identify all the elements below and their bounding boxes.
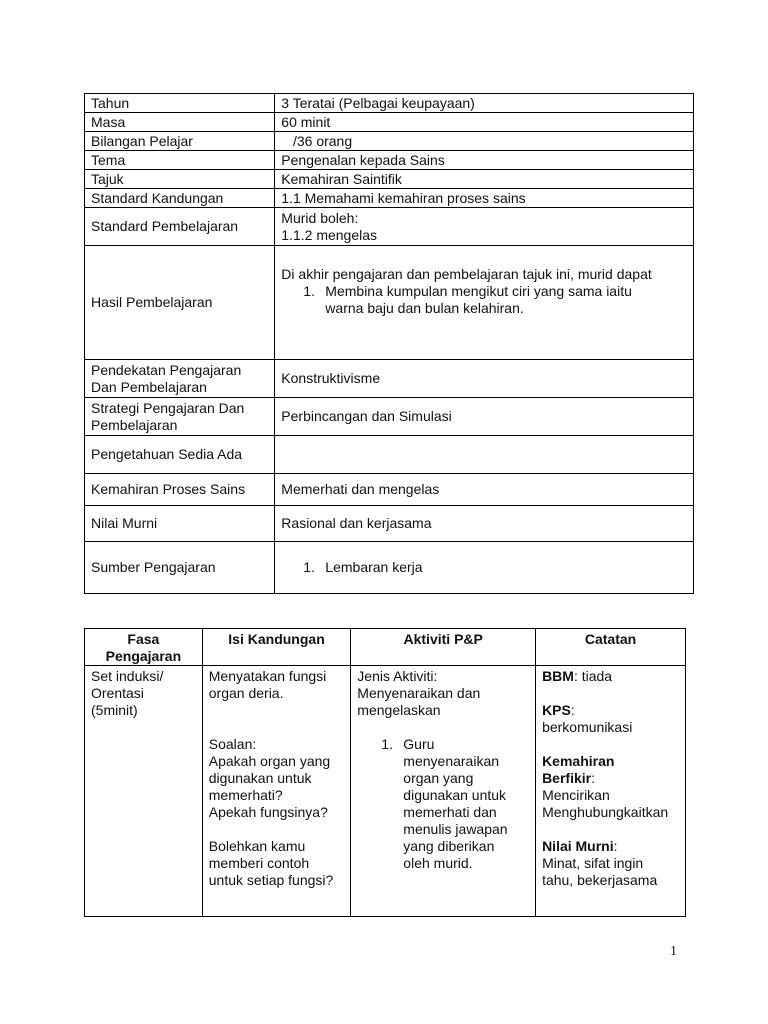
table-row bbox=[85, 506, 694, 542]
table-row bbox=[85, 542, 694, 594]
nm-value: Minat, sifat ingin bbox=[542, 855, 644, 871]
nm-line bbox=[542, 838, 679, 855]
table-row bbox=[85, 246, 694, 360]
nm-colon: : bbox=[613, 838, 618, 854]
table-row bbox=[85, 208, 694, 246]
nm-value: tahu, bekerjasama bbox=[542, 872, 658, 888]
bbm-line bbox=[542, 668, 679, 685]
kb-line bbox=[542, 770, 679, 787]
text-line: memerhati dan bbox=[403, 804, 497, 820]
cell-aktiviti bbox=[351, 666, 536, 917]
list-item bbox=[281, 559, 687, 576]
text-line: Orentasi bbox=[91, 685, 144, 701]
label-tema: Tema bbox=[85, 151, 275, 170]
bbm-value: : tiada bbox=[573, 668, 613, 684]
value-strategi: Perbincangan dan Simulasi bbox=[275, 398, 694, 436]
kps-value: berkomunikasi bbox=[542, 719, 633, 735]
value-kemahiran-proses-sains: Memerhati dan mengelas bbox=[275, 474, 694, 506]
table-row bbox=[85, 474, 694, 506]
kb-value: Mencirikan bbox=[542, 787, 610, 803]
list-number: 1. bbox=[303, 283, 315, 299]
text-line: organ yang bbox=[403, 770, 474, 786]
label-pendekatan bbox=[85, 360, 275, 398]
text-line: Menyatakan fungsi bbox=[208, 668, 327, 684]
value-text: /36 orang bbox=[281, 132, 353, 149]
table-row bbox=[85, 170, 694, 189]
value-line: 1.1.2 mengelas bbox=[281, 226, 378, 243]
text-line: Soalan: bbox=[208, 736, 257, 752]
table-row bbox=[85, 113, 694, 132]
text-line: digunakan untuk bbox=[208, 770, 312, 786]
nm-label: Nilai Murni bbox=[542, 838, 614, 854]
header-fasa bbox=[85, 629, 203, 666]
value-line: Murid boleh: bbox=[281, 209, 359, 226]
header-row bbox=[85, 629, 686, 666]
text-line: yang diberikan bbox=[403, 838, 495, 854]
header-line: Fasa bbox=[127, 631, 160, 647]
header-line: Pengajaran bbox=[105, 648, 182, 664]
table-row bbox=[85, 132, 694, 151]
value-nilai-murni: Rasional dan kerjasama bbox=[275, 506, 694, 542]
kb-label: Berfikir bbox=[542, 770, 592, 786]
page-number: 1 bbox=[670, 944, 677, 959]
label-line: Dan Pembelajaran bbox=[91, 378, 207, 395]
header-isi: Isi Kandungan bbox=[202, 629, 351, 666]
label-nilai-murni: Nilai Murni bbox=[85, 506, 275, 542]
value-tajuk: Kemahiran Saintifik bbox=[275, 170, 694, 189]
kb-colon: : bbox=[591, 770, 595, 786]
label-kemahiran-proses-sains: Kemahiran Proses Sains bbox=[85, 474, 275, 506]
label-tahun: Tahun bbox=[85, 94, 275, 113]
text-line: Jenis Aktiviti: bbox=[357, 668, 438, 684]
lesson-phase-table bbox=[84, 628, 686, 917]
kps-label: KPS bbox=[542, 702, 571, 718]
lesson-info-table bbox=[84, 93, 694, 594]
value-sumber-pengajaran bbox=[275, 542, 694, 594]
text-line: Apakah organ yang bbox=[208, 753, 331, 769]
label-standard-pembelajaran: Standard Pembelajaran bbox=[85, 208, 275, 246]
label-hasil-pembelajaran: Hasil Pembelajaran bbox=[85, 246, 275, 360]
hasil-intro: Di akhir pengajaran dan pembelajaran tajuk ini, murid dapat bbox=[281, 266, 652, 282]
hasil-list bbox=[281, 283, 687, 317]
value-hasil-pembelajaran bbox=[275, 246, 694, 360]
text-line: Menyenaraikan dan bbox=[357, 685, 481, 701]
cell-catatan bbox=[536, 666, 686, 917]
value-pendekatan: Konstruktivisme bbox=[275, 360, 694, 398]
cell-fasa bbox=[85, 666, 203, 917]
label-strategi bbox=[85, 398, 275, 436]
header-aktiviti: Aktiviti P&P bbox=[351, 629, 536, 666]
value-tema: Pengenalan kepada Sains bbox=[275, 151, 694, 170]
table-row bbox=[85, 151, 694, 170]
text-line: Apekah fungsinya? bbox=[208, 804, 328, 820]
kps-colon: : bbox=[570, 702, 575, 718]
list-line: Membina kumpulan mengikut ciri yang sama iaitu bbox=[325, 283, 632, 299]
label-bilangan-pelajar: Bilangan Pelajar bbox=[85, 132, 275, 151]
label-line: Strategi Pengajaran Dan bbox=[91, 399, 245, 416]
text-line: organ deria. bbox=[208, 685, 284, 701]
text-line: (5minit) bbox=[91, 702, 138, 718]
list-item bbox=[357, 736, 529, 872]
text-line: menulis jawapan bbox=[403, 821, 508, 837]
text-line: digunakan untuk bbox=[403, 787, 507, 803]
value-tahun: 3 Teratai (Pelbagai keupayaan) bbox=[275, 94, 694, 113]
label-tajuk: Tajuk bbox=[85, 170, 275, 189]
sumber-list bbox=[281, 559, 687, 576]
value-standard-pembelajaran bbox=[275, 208, 694, 246]
list-number: 1. bbox=[303, 559, 315, 575]
text-line: mengelaskan bbox=[357, 702, 441, 718]
label-line: Pendekatan Pengajaran bbox=[91, 361, 242, 378]
table-row bbox=[85, 436, 694, 474]
text-line: Guru bbox=[403, 736, 435, 752]
value-masa: 60 minit bbox=[275, 113, 694, 132]
text-line: menyenaraikan bbox=[403, 753, 500, 769]
text-line: oleh murid. bbox=[403, 855, 473, 871]
text-line: memberi contoh bbox=[208, 855, 310, 871]
label-standard-kandungan: Standard Kandungan bbox=[85, 189, 275, 208]
label-pengetahuan-sedia-ada: Pengetahuan Sedia Ada bbox=[85, 436, 275, 474]
kb-value: Menghubungkaitkan bbox=[542, 804, 669, 820]
table-row bbox=[85, 398, 694, 436]
table-row bbox=[85, 94, 694, 113]
list-number: 1. bbox=[381, 736, 393, 752]
table-row bbox=[85, 189, 694, 208]
text-line: memerhati? bbox=[208, 787, 283, 803]
bbm-label: BBM bbox=[542, 668, 574, 684]
table-row bbox=[85, 360, 694, 398]
kps-line bbox=[542, 702, 679, 719]
value-bilangan-pelajar bbox=[275, 132, 694, 151]
label-masa: Masa bbox=[85, 113, 275, 132]
text-line: Bolehkan kamu bbox=[208, 838, 306, 854]
value-standard-kandungan: 1.1 Memahami kemahiran proses sains bbox=[275, 189, 694, 208]
label-sumber-pengajaran: Sumber Pengajaran bbox=[85, 542, 275, 594]
list-item bbox=[281, 283, 687, 317]
label-line: Pembelajaran bbox=[91, 416, 178, 433]
list-line: Lembaran kerja bbox=[325, 559, 423, 575]
cell-isi bbox=[202, 666, 351, 917]
header-catatan: Catatan bbox=[536, 629, 686, 666]
text-line: untuk setiap fungsi? bbox=[208, 872, 334, 888]
table-row bbox=[85, 666, 686, 917]
text-line: Set induksi/ bbox=[91, 668, 164, 684]
kb-label: Kemahiran bbox=[542, 753, 615, 769]
value-pengetahuan-sedia-ada bbox=[275, 436, 694, 474]
list-line: warna baju dan bulan kelahiran. bbox=[325, 300, 524, 316]
